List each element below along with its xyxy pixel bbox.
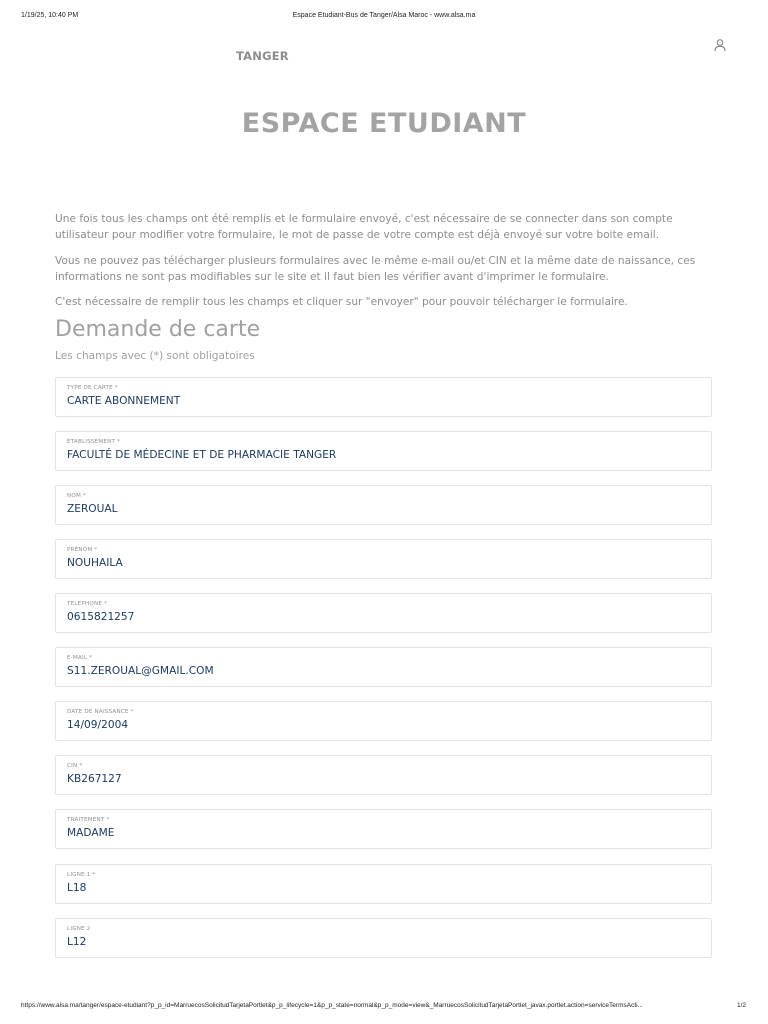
field-value[interactable]: FACULTÉ DE MÉDECINE ET DE PHARMACIE TANGER: [67, 449, 337, 461]
field-value[interactable]: NOUHAILA: [67, 557, 123, 569]
intro-paragraph-1: [55, 211, 715, 243]
field-label: NOM *: [67, 493, 86, 499]
establishment-field[interactable]: [55, 431, 712, 471]
brand-link[interactable]: TANGER: [236, 49, 289, 63]
email-field[interactable]: [55, 647, 712, 687]
intro-paragraph-2: [55, 253, 715, 285]
field-value[interactable]: CARTE ABONNEMENT: [67, 395, 181, 407]
field-label: LIGNE 2: [67, 926, 91, 932]
field-label: LIGNE 1 *: [67, 872, 96, 878]
line-1-field[interactable]: [55, 864, 712, 904]
cin-field[interactable]: [55, 755, 712, 795]
last-name-field[interactable]: [55, 485, 712, 525]
page-title: ESPACE ETUDIANT: [241, 108, 527, 139]
field-label: TRAITEMENT *: [67, 817, 110, 823]
first-name-field[interactable]: [55, 539, 712, 579]
intro-text-1: Une fois tous les champs ont été remplis et le formulaire envoyé, c'est nécessaire de se connecter dans son compte utilisateur pour modifier votre formulaire, le mot de passe de votre compte est déjà envoyé sur votre boite email.: [55, 213, 673, 241]
form-title: Demande de carte: [55, 317, 261, 342]
print-datetime: 1/19/25, 10:40 PM: [21, 12, 79, 19]
intro-text-2: Vous ne pouvez pas télécharger plusieurs formulaires avec le même e-mail ou/et CIN et la même date de naissance, ces informations ne sont pas modifiables sur le site et il faut bien les vérifier avant d'imprimer le formulaire.: [55, 255, 696, 283]
print-page-title: Espace Etudiant-Bus de Tanger/Alsa Maroc - www.alsa.ma: [292, 12, 476, 19]
field-label: CIN *: [67, 763, 83, 769]
field-label: ÉTABLISSEMENT *: [67, 439, 121, 445]
title-field[interactable]: [55, 809, 712, 849]
print-footer: [0, 1002, 768, 1014]
card-type-field[interactable]: [55, 377, 712, 417]
field-label: DATE DE NAISSANCE *: [67, 709, 134, 715]
print-url: https://www.alsa.ma/tanger/espace-etudiant?p_p_id=MarruecosSolicitudTarjetaPortlet&p_p_lifecycle=1&p_p_state=normal&p_p_mode=view&_MarruecosSolicitudTarjetaPortlet_javax.portlet.action=serviceTermsActi...: [21, 1002, 643, 1009]
line-2-field[interactable]: [55, 918, 712, 958]
user-icon[interactable]: [713, 38, 727, 52]
phone-field[interactable]: [55, 593, 712, 633]
field-value[interactable]: S11.ZEROUAL@GMAIL.COM: [67, 665, 214, 677]
field-value[interactable]: 0615821257: [67, 611, 135, 623]
birth-date-field[interactable]: [55, 701, 712, 741]
field-value[interactable]: L18: [67, 882, 87, 894]
required-fields-note: Les champs avec (*) sont obligatoires: [55, 350, 255, 362]
print-header: [0, 12, 768, 24]
field-label: TELEPHONE *: [67, 601, 108, 607]
print-page-number: 1/2: [736, 1002, 746, 1009]
intro-paragraph-3: [55, 294, 715, 310]
field-label: E-MAIL *: [67, 655, 93, 661]
field-value[interactable]: MADAME: [67, 827, 115, 839]
field-label: TYPE DE CARTE *: [67, 385, 118, 391]
field-value[interactable]: KB267127: [67, 773, 122, 785]
field-value[interactable]: 14/09/2004: [67, 719, 129, 731]
field-value[interactable]: L12: [67, 936, 87, 948]
intro-text-3: C'est nécessaire de remplir tous les champs et cliquer sur "envoyer" pour pouvoir télécharger le formulaire.: [55, 296, 628, 308]
field-value[interactable]: ZEROUAL: [67, 503, 118, 515]
field-label: PRÉNOM *: [67, 547, 98, 553]
